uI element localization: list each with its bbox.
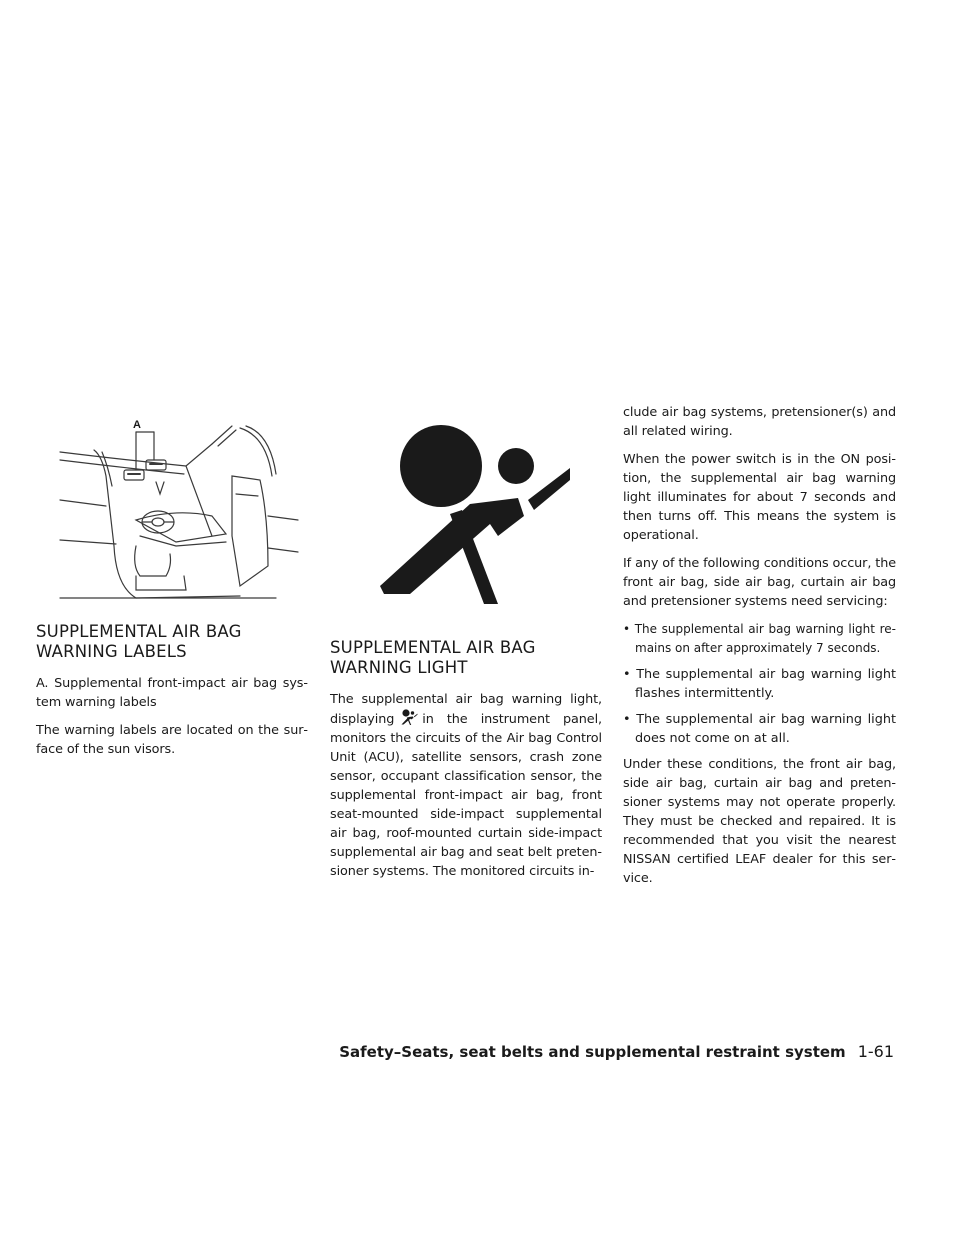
page-number: 1-61 [857,1042,894,1061]
condition-bullet-1: • The supplemental air bag warning light remains on after approximately 7 seconds. [623,622,896,655]
warning-light-text-rest: in the instrument panel, monitors the circuits of the Air bag Control Unit (ACU), satellite sensors, crash zone sensor, occupant classification sensor, the supplemental front-impact air bag, front seat-mounted side-impact supplemental air bag, roof-mounted curtain side-impact supplemental air bag and seat belt pretensioner systems. The monitored circuits in- [330,712,602,879]
sun-visor-label-illustration [36,416,300,606]
warning-light-text-start: The supplemental air bag warning light, displaying [330,692,602,727]
section-heading-warning-light: SUPPLEMENTAL AIR BAG WARNING LIGHT [330,638,536,677]
column-middle [330,638,602,890]
labels-location-paragraph: The warning labels are located on the surface of the sun visors. [36,723,308,757]
figure-caption: A. Supplemental front-impact air bag system warning labels [36,676,308,710]
condition-bullet-2: • The supplemental air bag warning light flashes intermittently. [623,667,896,701]
servicing-paragraph: Under these conditions, the front air bag, side air bag, curtain air bag and pretensioner systems may not operate properly. They must be checked and repaired. It is recommended that you visit the nearest NISSAN certified LEAF dealer for this service. [623,757,896,886]
column-right [623,403,896,897]
column-left [36,622,308,768]
power-switch-paragraph: When the power switch is in the ON position, the supplemental air bag warning light illuminates for about 7 seconds and then turns off. This means the system is operational. [623,452,896,543]
airbag-warning-symbol [366,418,576,608]
condition-bullet-3: • The supplemental air bag warning light does not come on at all. [623,712,896,746]
section-heading-labels: SUPPLEMENTAL AIR BAG WARNING LABELS [36,622,242,661]
continued-paragraph: clude air bag systems, pretensioner(s) and all related wiring. [623,405,896,439]
page-footer [339,1042,894,1061]
conditions-paragraph: If any of the following conditions occur, the front air bag, side air bag, curtain air bag and pretensioner systems need servicing: [623,556,896,609]
figure-callout-label: A [133,419,141,431]
warning-light-paragraph [330,690,602,881]
airbag-warning-icon [400,709,418,725]
footer-section-title: Safety–Seats, seat belts and supplemental restraint system [339,1043,846,1061]
